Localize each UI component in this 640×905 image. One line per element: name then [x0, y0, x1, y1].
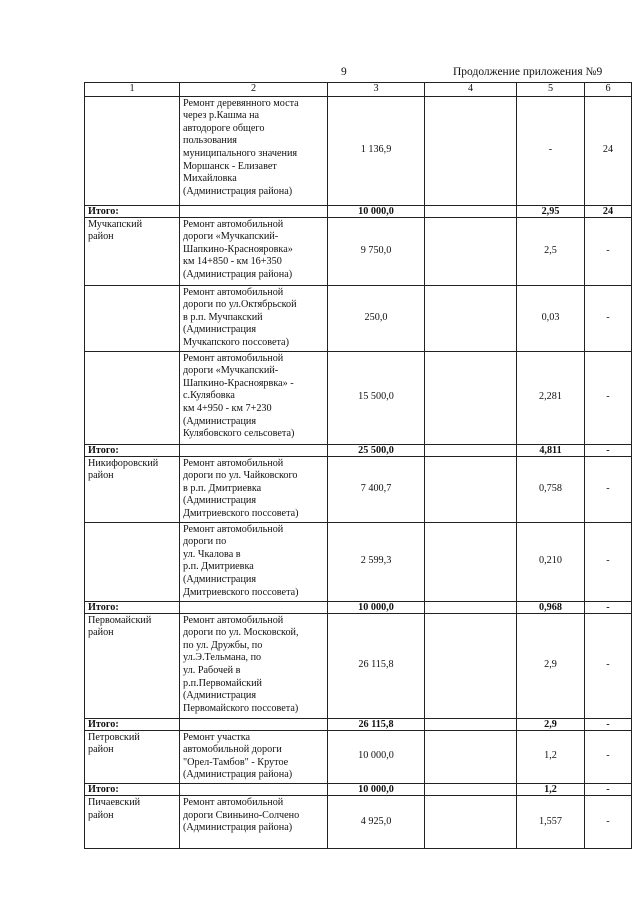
appendix-table-body [85, 83, 632, 849]
district-cell: Итого: [85, 783, 180, 795]
object-cell: Ремонт автомобильной дороги по ул. Чкалова в р.п. Дмитриевка (Администрация Дмитриевского поссовета) [180, 522, 328, 601]
table-row [85, 795, 632, 848]
amount-cell: 10 000,0 [328, 205, 425, 217]
amount-cell: 9 750,0 [328, 217, 425, 285]
column-4-cell [425, 456, 517, 522]
object-cell [180, 601, 328, 613]
column-6-cell: - [585, 217, 632, 285]
object-cell: Ремонт автомобильной дороги Свиньино-Солчено (Администрация района) [180, 795, 328, 848]
column-6-cell: 24 [585, 96, 632, 205]
amount-cell: 2 599,3 [328, 522, 425, 601]
district-cell [85, 351, 180, 444]
column-6-cell: - [585, 718, 632, 730]
column-6-cell: - [585, 351, 632, 444]
length-cell: 0,968 [517, 601, 585, 613]
length-cell: - [517, 96, 585, 205]
object-cell: Ремонт автомобильной дороги по ул. Московской, по ул. Дружбы, по ул.Э.Тельмана, по ул. Рабочей в р.п.Первомайский (Администрация Первомайского поссовета) [180, 613, 328, 718]
column-6-cell: - [585, 601, 632, 613]
column-4-cell [425, 285, 517, 351]
page-header [0, 66, 640, 82]
column-6-cell: 24 [585, 205, 632, 217]
total-row [85, 205, 632, 217]
column-6-cell: - [585, 795, 632, 848]
length-cell: 0,758 [517, 456, 585, 522]
amount-cell: 10 000,0 [328, 601, 425, 613]
district-cell: Итого: [85, 205, 180, 217]
column-6-cell: - [585, 613, 632, 718]
column-6-cell: - [585, 285, 632, 351]
district-cell: Мучкапский район [85, 217, 180, 285]
column-number: 3 [328, 83, 425, 97]
column-4-cell [425, 613, 517, 718]
column-6-cell: - [585, 456, 632, 522]
column-4-cell [425, 795, 517, 848]
appendix-table [84, 82, 632, 849]
district-cell: Итого: [85, 718, 180, 730]
column-number: 2 [180, 83, 328, 97]
page-number: 9 [341, 66, 347, 78]
amount-cell: 4 925,0 [328, 795, 425, 848]
district-cell: Пичаевский район [85, 795, 180, 848]
amount-cell: 15 500,0 [328, 351, 425, 444]
length-cell: 2,9 [517, 718, 585, 730]
amount-cell: 10 000,0 [328, 730, 425, 783]
length-cell: 2,95 [517, 205, 585, 217]
object-cell: Ремонт автомобильной дороги по ул.Октябрьской в р.п. Мучпакский (Администрация Мучкапского поссовета) [180, 285, 328, 351]
total-row [85, 783, 632, 795]
length-cell: 0,03 [517, 285, 585, 351]
length-cell: 2,281 [517, 351, 585, 444]
amount-cell: 26 115,8 [328, 718, 425, 730]
column-4-cell [425, 96, 517, 205]
column-4-cell [425, 718, 517, 730]
column-6-cell: - [585, 522, 632, 601]
amount-cell: 10 000,0 [328, 783, 425, 795]
amount-cell: 26 115,8 [328, 613, 425, 718]
column-6-cell: - [585, 730, 632, 783]
object-cell: Ремонт участка автомобильной дороги "Орел-Тамбов" - Крутое (Администрация района) [180, 730, 328, 783]
total-row [85, 601, 632, 613]
continuation-caption: Продолжение приложения №9 [453, 66, 603, 78]
object-cell [180, 783, 328, 795]
total-row [85, 718, 632, 730]
column-4-cell [425, 522, 517, 601]
length-cell: 2,9 [517, 613, 585, 718]
table-row [85, 285, 632, 351]
object-cell [180, 444, 328, 456]
table-row [85, 522, 632, 601]
district-cell: Никифоровский район [85, 456, 180, 522]
table-row [85, 217, 632, 285]
column-4-cell [425, 730, 517, 783]
column-number: 1 [85, 83, 180, 97]
district-cell [85, 285, 180, 351]
object-cell: Ремонт деревянного моста через р.Кашма на автодороге общего пользования муниципального значения Моршанск - Елизавет Михайловка (Администрация района) [180, 96, 328, 205]
column-4-cell [425, 783, 517, 795]
column-number: 6 [585, 83, 632, 97]
table-row [85, 730, 632, 783]
object-cell: Ремонт автомобильной дороги «Мучкапский- Шапкино-Краснояровка» км 14+850 - км 16+350 (Администрация района) [180, 217, 328, 285]
column-4-cell [425, 601, 517, 613]
district-cell: Итого: [85, 601, 180, 613]
table-row [85, 96, 632, 205]
length-cell: 0,210 [517, 522, 585, 601]
object-cell: Ремонт автомобильной дороги «Мучкапский- Шапкино-Красноярвка» - с.Кулябовка км 4+950 - км 7+230 (Администрация Кулябовского сельсовета) [180, 351, 328, 444]
column-number-row [85, 83, 632, 97]
length-cell: 1,557 [517, 795, 585, 848]
amount-cell: 7 400,7 [328, 456, 425, 522]
column-number: 5 [517, 83, 585, 97]
length-cell: 2,5 [517, 217, 585, 285]
district-cell [85, 96, 180, 205]
column-4-cell [425, 444, 517, 456]
total-row [85, 444, 632, 456]
length-cell: 1,2 [517, 783, 585, 795]
object-cell [180, 205, 328, 217]
district-cell: Петровский район [85, 730, 180, 783]
district-cell: Итого: [85, 444, 180, 456]
object-cell [180, 718, 328, 730]
length-cell: 1,2 [517, 730, 585, 783]
object-cell: Ремонт автомобильной дороги по ул. Чайковского в р.п. Дмитриевка (Администрация Дмитриевского поссовета) [180, 456, 328, 522]
district-cell [85, 522, 180, 601]
column-4-cell [425, 351, 517, 444]
column-number: 4 [425, 83, 517, 97]
amount-cell: 1 136,9 [328, 96, 425, 205]
table-row [85, 456, 632, 522]
table-row [85, 613, 632, 718]
amount-cell: 250,0 [328, 285, 425, 351]
length-cell: 4,811 [517, 444, 585, 456]
amount-cell: 25 500,0 [328, 444, 425, 456]
table-row [85, 351, 632, 444]
column-4-cell [425, 217, 517, 285]
column-4-cell [425, 205, 517, 217]
column-6-cell: - [585, 444, 632, 456]
district-cell: Первомайский район [85, 613, 180, 718]
column-6-cell: - [585, 783, 632, 795]
